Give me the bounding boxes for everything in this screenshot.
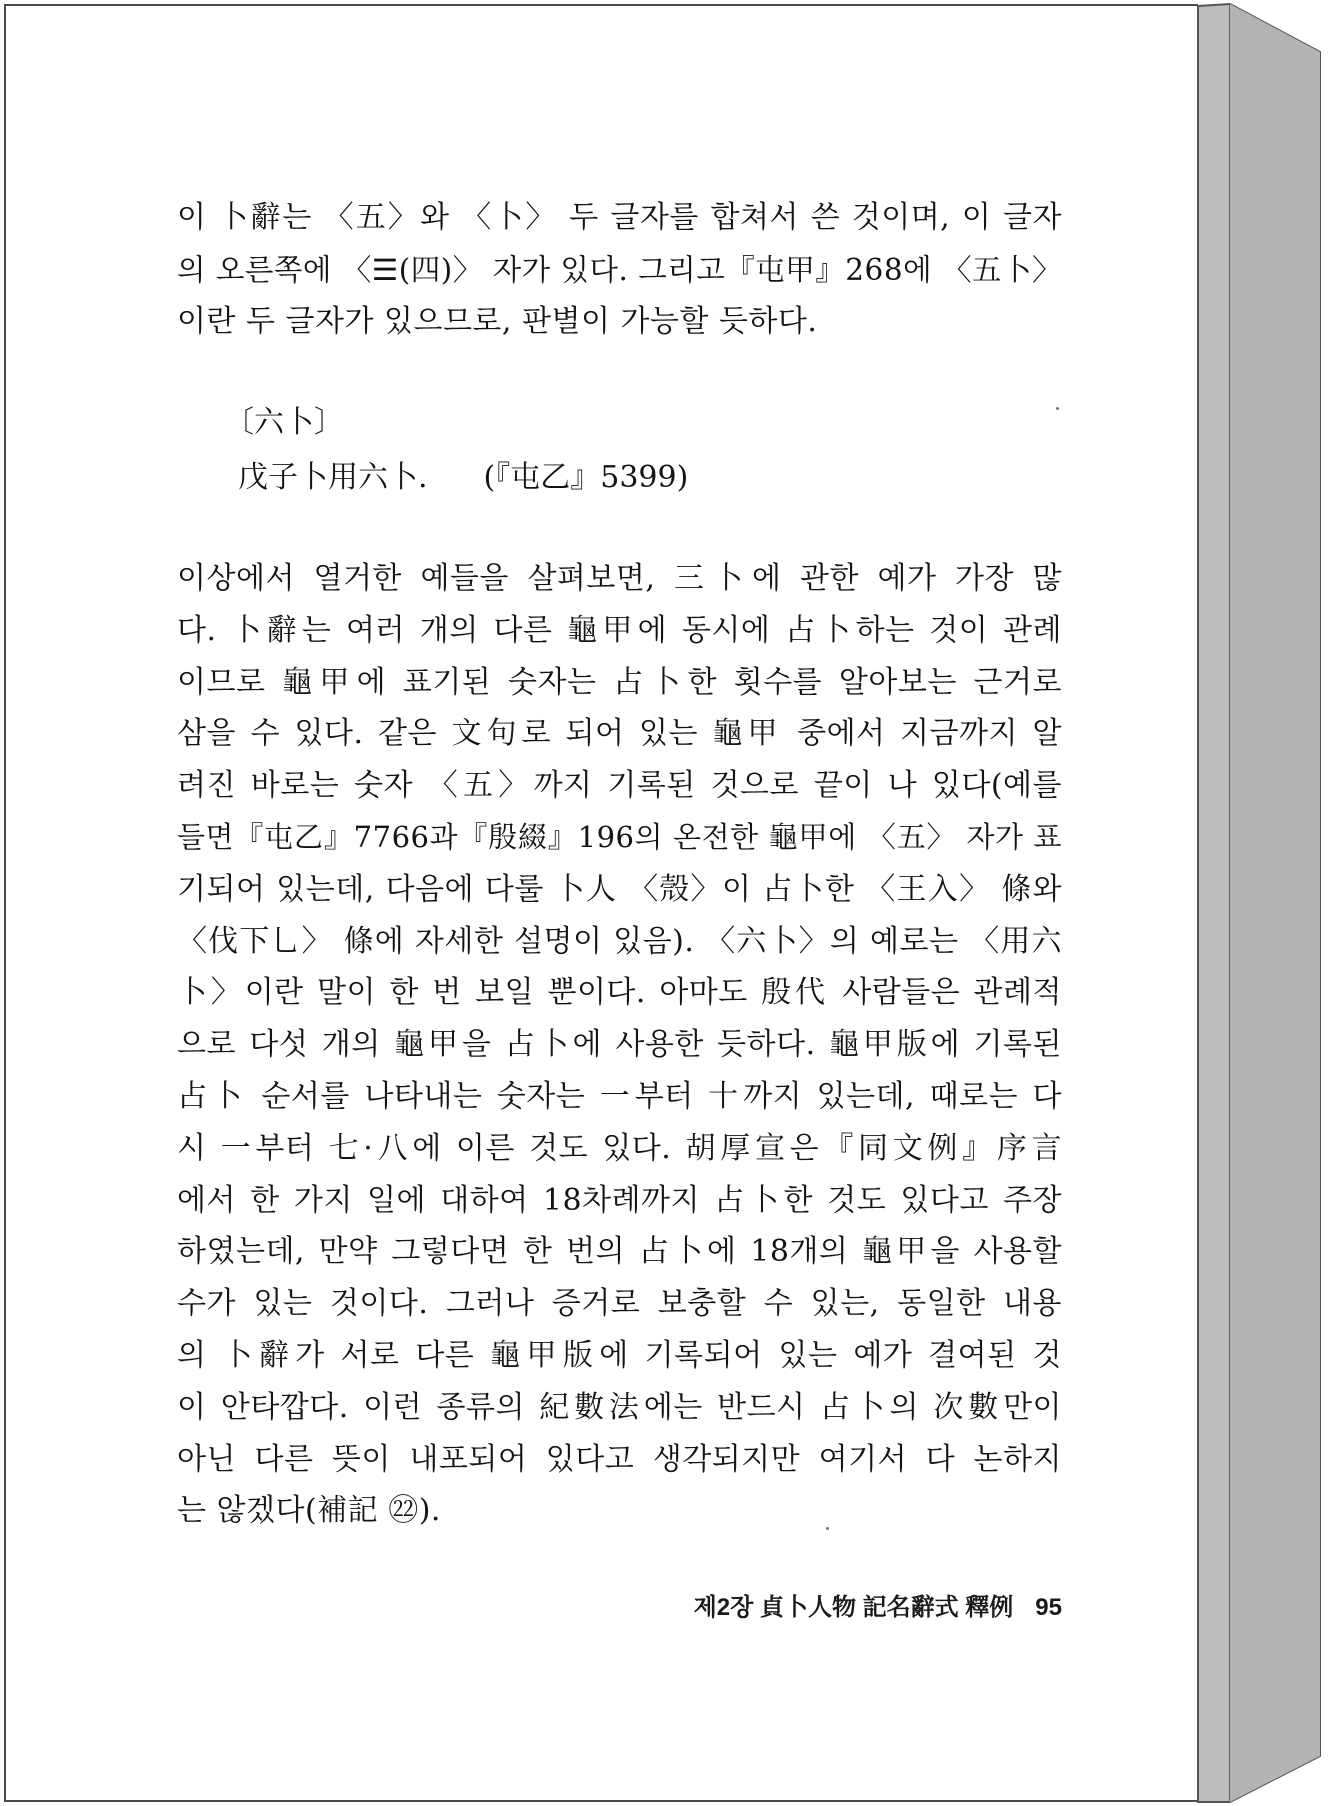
text-line: 는 않겠다(補記 ㉒).: [177, 1493, 441, 1529]
scan-speck: [826, 1527, 829, 1530]
section-heading: 〔六卜〕: [224, 405, 344, 440]
text-line: 기되어 있는데, 다음에 다룰 卜人 〈殼〉이 占卜한 〈王入〉 條와: [177, 871, 1062, 907]
inscription-citation: (『屯乙』5399): [483, 460, 689, 495]
text-line: 의 卜辭가 서로 다른 龜甲版에 기록되어 있는 예가 결여된 것: [177, 1337, 1062, 1373]
text-line: 으로 다섯 개의 龜甲을 占卜에 사용한 듯하다. 龜甲版에 기록된: [177, 1027, 1062, 1063]
paragraph-1: [177, 192, 1062, 348]
text-line: 이상에서 열거한 예들을 살펴보면, 三卜에 관한 예가 가장 많: [177, 561, 1062, 596]
text-line: 卜〉이란 말이 한 번 보일 뿐이다. 아마도 殷代 사람들은 관례적: [177, 975, 1062, 1011]
text-line: 이란 두 글자가 있으므로, 판별이 가능할 듯하다.: [177, 304, 818, 339]
text-line: 占卜 순서를 나타내는 숫자는 一부터 十까지 있는데, 때로는 다: [177, 1078, 1062, 1114]
text-line: 아닌 다른 뜻이 내포되어 있다고 생각되지만 여기서 다 논하지: [177, 1441, 1062, 1477]
chapter-title: 제2장 貞卜人物 記名辭式 釋例: [693, 1594, 1014, 1621]
text-line: 에서 한 가지 일에 대하여 18차례까지 占卜한 것도 있다고 주장: [177, 1182, 1062, 1218]
inscription-example: [238, 452, 688, 496]
text-line: 들면『屯乙』7766과『殷綴』196의 온전한 龜甲에 〈五〉 자가 표: [177, 819, 1062, 854]
text-line: 삼을 수 있다. 같은 文句로 되어 있는 龜甲 중에서 지금까지 알: [177, 716, 1062, 752]
text-line: 〈伐下乚〉 條에 자세한 설명이 있음). 〈六卜〉의 예로는 〈用六: [177, 923, 1062, 959]
text-line: 시 一부터 七·八에 이른 것도 있다. 胡厚宣은『同文例』序言: [177, 1130, 1062, 1166]
text-line: 이므로 龜甲에 표기된 숫자는 占卜한 횟수를 알아보는 근거로: [177, 664, 1062, 700]
text-line: 려진 바로는 숫자 〈五〉까지 기록된 것으로 끝이 나 있다(예를: [177, 768, 1062, 804]
text-line: 하였는데, 만약 그렇다면 한 번의 占卜에 18개의 龜甲을 사용할: [177, 1234, 1062, 1270]
text-line: 수가 있는 것이다. 그러나 증거로 보충할 수 있는, 동일한 내용: [177, 1286, 1062, 1322]
text-line: 이 卜辭는 〈五〉와 〈卜〉 두 글자를 합쳐서 쓴 것이며, 이 글자: [177, 200, 1062, 235]
scan-speck: [1056, 407, 1059, 410]
text-line: 이 안타깝다. 이런 종류의 紀數法에는 반드시 占卜의 次數만이: [177, 1389, 1062, 1425]
inscription-text: 戊子卜用六卜.: [238, 460, 428, 495]
running-footer: [610, 1587, 1062, 1622]
page-number: 95: [1035, 1594, 1062, 1621]
paragraph-2: [177, 553, 1062, 1537]
text-line: 의 오른쪽에 〈☰(四)〉 자가 있다. 그리고『屯甲』268에 〈五卜〉: [177, 253, 1062, 287]
text-line: 다. 卜辭는 여러 개의 다른 龜甲에 동시에 占卜하는 것이 관례: [177, 612, 1062, 648]
